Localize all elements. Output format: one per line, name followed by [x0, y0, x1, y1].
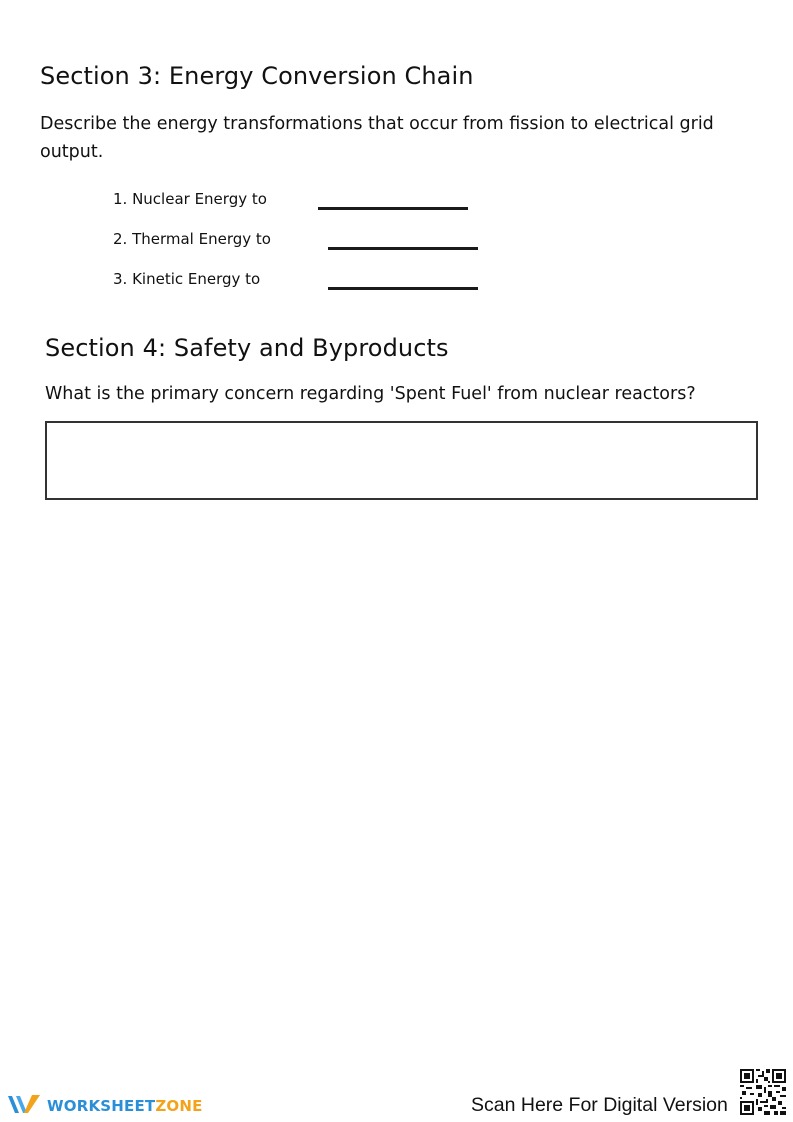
- conversion-item-2-blank[interactable]: [328, 247, 478, 250]
- spent-fuel-answer-box[interactable]: [45, 421, 758, 500]
- logo-word-zone: ZONE: [155, 1097, 203, 1115]
- section-3-prompt: Describe the energy transformations that occur from fission to electrical grid output.: [40, 114, 714, 162]
- section-4-question: What is the primary concern regarding 'Spent Fuel' from nuclear reactors?: [45, 384, 696, 404]
- conversion-item-1-label: 1. Nuclear Energy to: [113, 190, 267, 208]
- conversion-item-3-label: 3. Kinetic Energy to: [113, 270, 261, 288]
- section-4-heading: Section 4: Safety and Byproducts: [45, 334, 449, 362]
- conversion-item-1-blank[interactable]: [318, 207, 468, 210]
- conversion-item-2-label: 2. Thermal Energy to: [113, 230, 271, 248]
- scan-here-text: Scan Here For Digital Version: [471, 1094, 728, 1116]
- worksheetzone-logo[interactable]: [7, 1092, 203, 1120]
- worksheetzone-logo-icon: [7, 1092, 41, 1120]
- section-3-heading: Section 3: Energy Conversion Chain: [40, 62, 474, 90]
- qr-code-icon[interactable]: [740, 1069, 786, 1115]
- worksheetzone-logo-text: [47, 1097, 203, 1115]
- conversion-item-3-blank[interactable]: [328, 287, 478, 290]
- logo-word-worksheet: WORKSHEET: [47, 1097, 156, 1115]
